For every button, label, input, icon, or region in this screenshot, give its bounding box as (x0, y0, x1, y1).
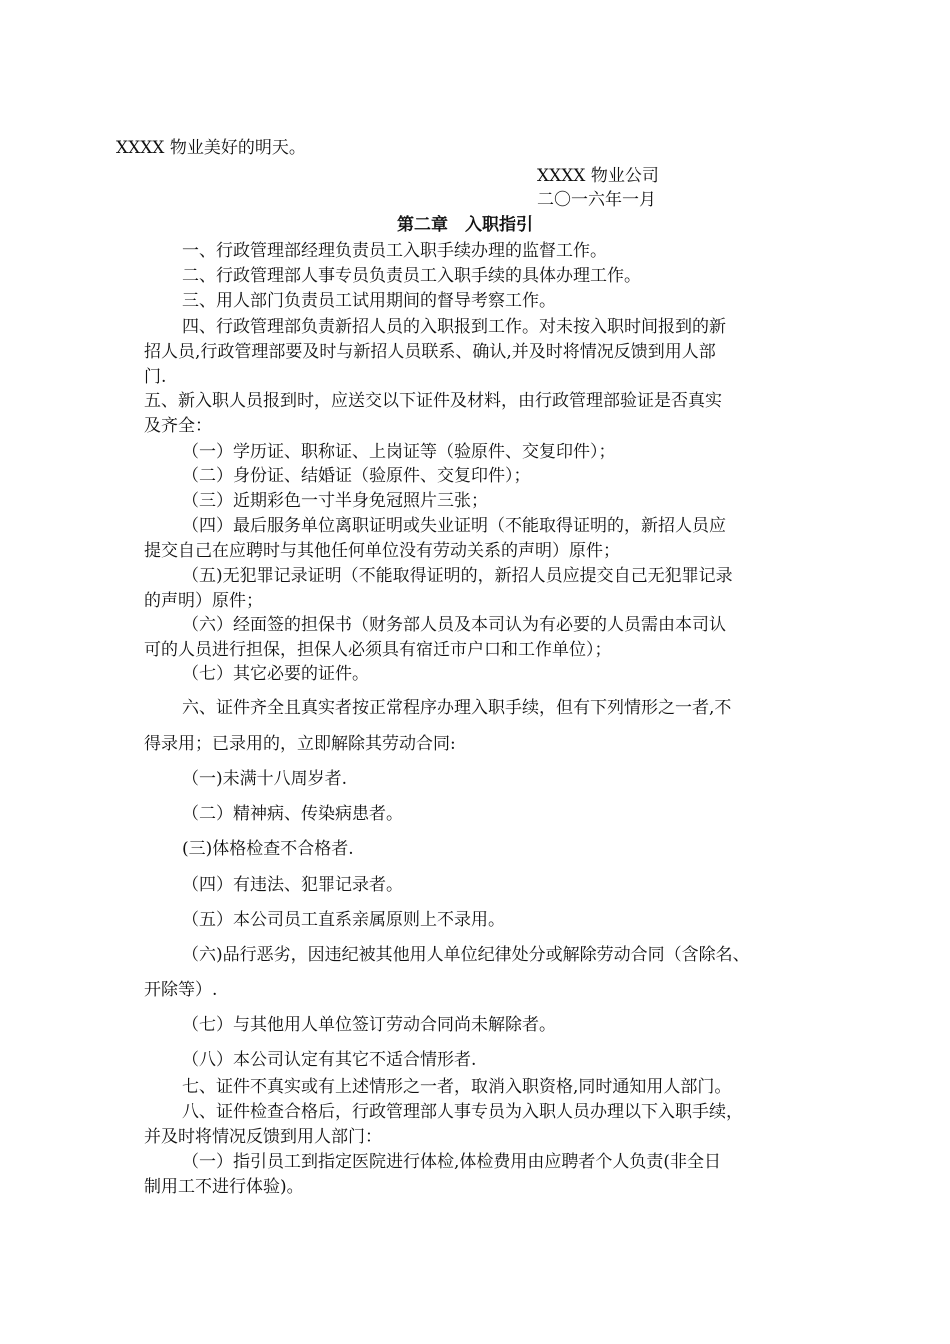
clause-8-sub-1-line-2: 制用工不进行体验)。 (144, 1177, 304, 1197)
clause-5-sub-4-line-1: （四）最后服务单位离职证明或失业证明（不能取得证明的，新招人员应 (182, 516, 726, 536)
clause-6-line-1: 六、证件齐全且真实者按正常程序办理入职手续，但有下列情形之一者,不 (182, 698, 732, 718)
clause-6-sub-2: （二）精神病、传染病患者。 (182, 804, 403, 824)
clause-5-sub-4-line-2: 提交自己在应聘时与其他任何单位没有劳动关系的声明）原件； (144, 541, 620, 561)
opening-line: XXXX 物业美好的明天。 (116, 138, 306, 158)
clause-8-sub-1-line-1: （一）指引员工到指定医院进行体检,体检费用由应聘者个人负责(非全日 (182, 1152, 722, 1172)
clause-6-sub-5: （五）本公司员工直系亲属原则上不录用。 (182, 910, 505, 930)
clause-5-sub-6-line-1: （六）经面签的担保书（财务部人员及本司认为有必要的人员需由本司认 (182, 615, 726, 635)
clause-6-line-2: 得录用；已录用的，立即解除其劳动合同: (144, 734, 456, 754)
clause-6-sub-7: （七）与其他用人单位签订劳动合同尚未解除者。 (182, 1015, 556, 1035)
clause-2: 二、行政管理部人事专员负责员工入职手续的具体办理工作。 (182, 266, 641, 286)
clause-6-sub-1: （一)未满十八周岁者. (182, 769, 348, 789)
clause-6-sub-6-line-1: （六)品行恶劣，因违纪被其他用人单位纪律处分或解除劳动合同（含除名、 (182, 945, 750, 965)
clause-5-sub-6-line-2: 可的人员进行担保，担保人必须具有宿迁市户口和工作单位）； (144, 640, 612, 660)
clause-8-line-2: 并及时将情况反馈到用人部门： (144, 1127, 382, 1147)
clause-6-sub-6-line-2: 开除等）. (144, 980, 218, 1000)
clause-5-line-1: 五、新入职人员报到时，应送交以下证件及材料，由行政管理部验证是否真实 (144, 391, 722, 411)
clause-4-line-1: 四、行政管理部负责新招人员的入职报到工作。对未按入职时间报到的新 (182, 317, 726, 337)
signature-date: 二〇一六年一月 (537, 190, 656, 210)
clause-4-line-3: 门. (144, 367, 167, 387)
clause-5-line-2: 及齐全： (144, 416, 212, 436)
clause-7: 七、证件不真实或有上述情形之一者，取消入职资格,同时通知用人部门。 (182, 1077, 732, 1097)
clause-6-sub-3: (三)体格检查不合格者. (182, 839, 354, 859)
clause-3: 三、用人部门负责员工试用期间的督导考察工作。 (182, 291, 556, 311)
clause-5-sub-5-line-2: 的声明）原件； (144, 591, 263, 611)
clause-8-line-1: 八、证件检查合格后，行政管理部人事专员为入职人员办理以下入职手续， (182, 1102, 743, 1122)
signature-company: XXXX 物业公司 (537, 166, 659, 186)
clause-5-sub-1: （一）学历证、职称证、上岗证等（验原件、交复印件）； (182, 442, 616, 462)
clause-1: 一、行政管理部经理负责员工入职手续办理的监督工作。 (182, 241, 607, 261)
clause-4-line-2: 招人员,行政管理部要及时与新招人员联系、确认,并及时将情况反馈到用人部 (144, 342, 716, 362)
clause-5-sub-2: （二）身份证、结婚证（验原件、交复印件）； (182, 466, 531, 486)
clause-5-sub-7: （七）其它必要的证件。 (182, 664, 369, 684)
clause-6-sub-4: （四）有违法、犯罪记录者。 (182, 875, 403, 895)
clause-6-sub-8: （八）本公司认定有其它不适合情形者. (182, 1050, 477, 1070)
clause-5-sub-3: （三）近期彩色一寸半身免冠照片三张； (182, 491, 488, 511)
clause-5-sub-5-line-1: （五)无犯罪记录证明（不能取得证明的，新招人员应提交自己无犯罪记录 (182, 566, 733, 586)
chapter-title: 第二章 入职指引 (397, 215, 533, 235)
